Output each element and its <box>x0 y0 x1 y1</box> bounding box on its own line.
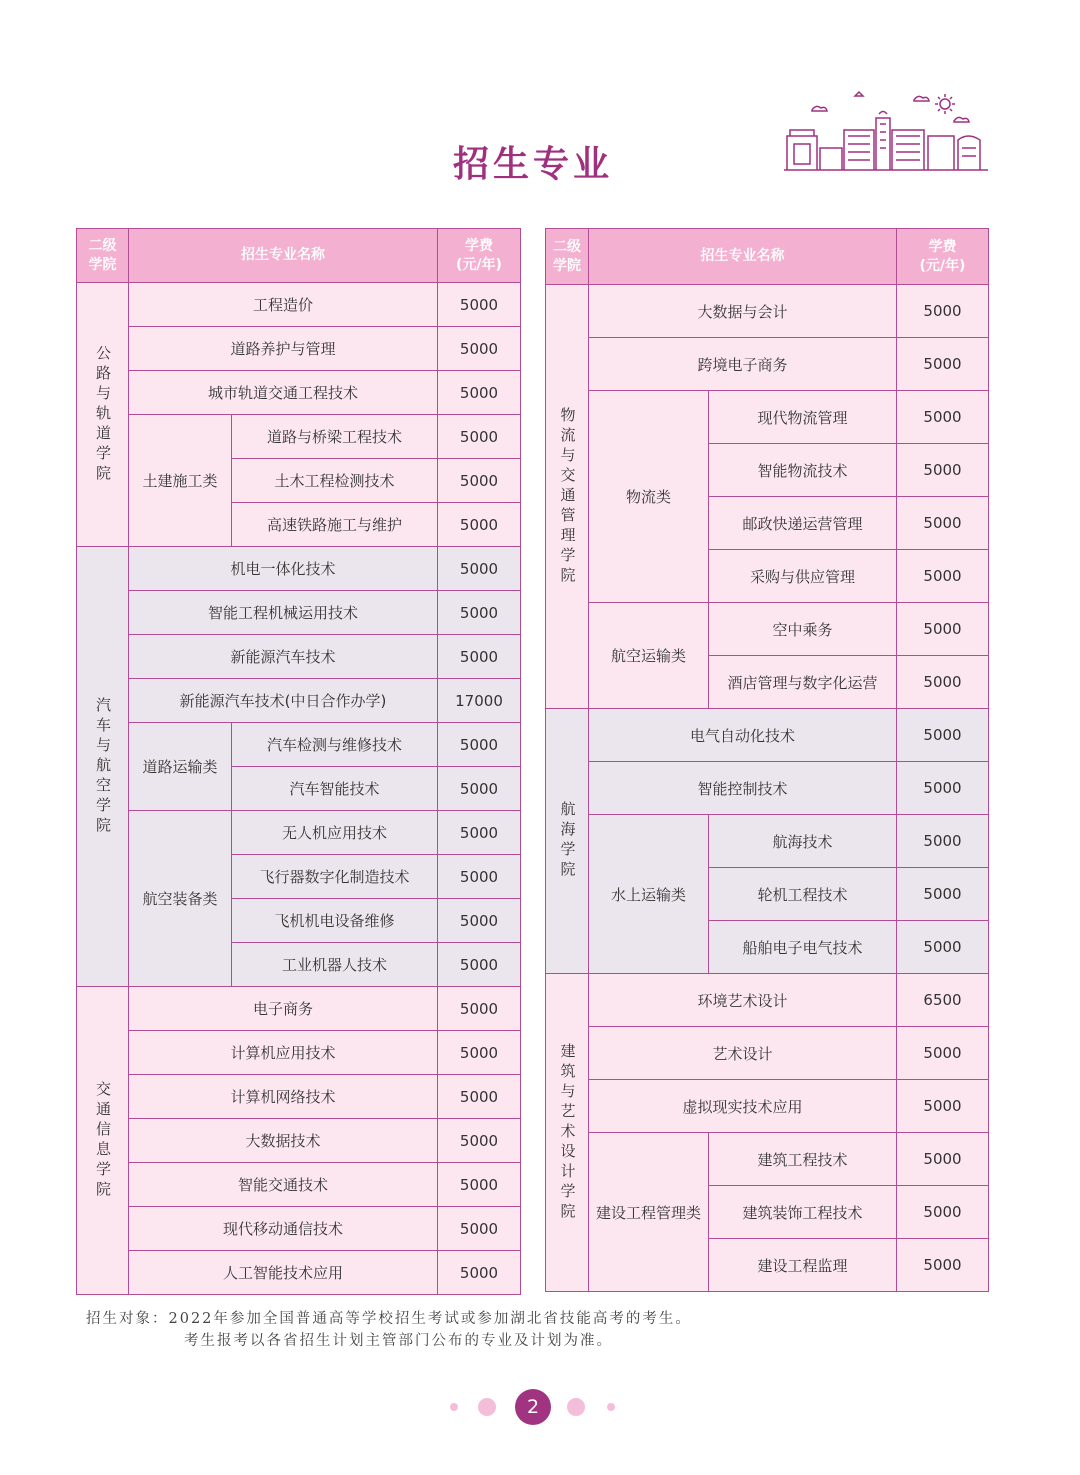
fee-value: 5000 <box>438 943 521 987</box>
fee-value: 5000 <box>438 1207 521 1251</box>
fee-value: 5000 <box>897 550 989 603</box>
category-name: 建设工程管理类 <box>589 1133 709 1292</box>
major-name: 跨境电子商务 <box>589 338 897 391</box>
category-name: 航空运输类 <box>589 603 709 709</box>
fee-value: 5000 <box>897 497 989 550</box>
major-name: 船舶电子电气技术 <box>709 921 897 974</box>
fee-value: 5000 <box>897 338 989 391</box>
fee-value: 5000 <box>438 987 521 1031</box>
pager-dot <box>478 1398 496 1416</box>
fee-value: 5000 <box>897 1027 989 1080</box>
fee-value: 6500 <box>897 974 989 1027</box>
header-fee: 学费 (元/年) <box>438 229 521 283</box>
fee-value: 5000 <box>897 762 989 815</box>
admission-note <box>86 1308 692 1352</box>
major-name: 工程造价 <box>129 283 438 327</box>
major-name: 无人机应用技术 <box>232 811 438 855</box>
pager-dot <box>567 1398 585 1416</box>
college-name: 公路与轨道学院 <box>77 283 129 547</box>
major-name: 建筑工程技术 <box>709 1133 897 1186</box>
major-name: 道路与桥梁工程技术 <box>232 415 438 459</box>
major-name: 新能源汽车技术(中日合作办学) <box>129 679 438 723</box>
fee-value: 5000 <box>438 283 521 327</box>
major-name: 大数据与会计 <box>589 285 897 338</box>
left-majors-table <box>76 228 521 1295</box>
major-name: 建筑装饰工程技术 <box>709 1186 897 1239</box>
fee-value: 5000 <box>438 855 521 899</box>
header-fee: 学费 (元/年) <box>897 229 989 285</box>
fee-value: 5000 <box>438 503 521 547</box>
fee-value: 5000 <box>897 603 989 656</box>
major-name: 智能物流技术 <box>709 444 897 497</box>
fee-value: 5000 <box>438 1251 521 1295</box>
major-name: 邮政快递运营管理 <box>709 497 897 550</box>
fee-value: 5000 <box>897 1186 989 1239</box>
college-group-info <box>77 987 521 1295</box>
page-number-badge: 2 <box>515 1389 551 1425</box>
fee-value: 5000 <box>897 815 989 868</box>
header-college: 二级 学院 <box>77 229 129 283</box>
college-name: 交通信息学院 <box>77 987 129 1295</box>
fee-value: 5000 <box>897 285 989 338</box>
major-name: 飞机机电设备维修 <box>232 899 438 943</box>
fee-value: 5000 <box>897 656 989 709</box>
fee-value: 5000 <box>438 1075 521 1119</box>
fee-value: 5000 <box>897 868 989 921</box>
major-name: 新能源汽车技术 <box>129 635 438 679</box>
major-name: 轮机工程技术 <box>709 868 897 921</box>
fee-value: 5000 <box>897 1080 989 1133</box>
fee-value: 5000 <box>438 1031 521 1075</box>
page-title: 招生专业 <box>452 144 613 185</box>
category-name: 土建施工类 <box>129 415 232 547</box>
fee-value: 5000 <box>438 767 521 811</box>
major-name: 土木工程检测技术 <box>232 459 438 503</box>
right-majors-table <box>545 228 989 1292</box>
major-name: 虚拟现实技术应用 <box>589 1080 897 1133</box>
major-name: 空中乘务 <box>709 603 897 656</box>
major-name: 智能控制技术 <box>589 762 897 815</box>
major-name: 飞行器数字化制造技术 <box>232 855 438 899</box>
major-name: 艺术设计 <box>589 1027 897 1080</box>
major-name: 城市轨道交通工程技术 <box>129 371 438 415</box>
major-name: 建设工程监理 <box>709 1239 897 1292</box>
major-name: 现代移动通信技术 <box>129 1207 438 1251</box>
major-name: 电子商务 <box>129 987 438 1031</box>
college-group-logistics <box>546 285 989 709</box>
header-major: 招生专业名称 <box>129 229 438 283</box>
header-college: 二级 学院 <box>546 229 589 285</box>
college-name: 物流与交通管理学院 <box>546 285 589 709</box>
fee-value: 5000 <box>438 1119 521 1163</box>
college-group-navigation <box>546 709 989 974</box>
fee-value: 5000 <box>897 1133 989 1186</box>
major-name: 人工智能技术应用 <box>129 1251 438 1295</box>
fee-value: 5000 <box>438 547 521 591</box>
category-name: 航空装备类 <box>129 811 232 987</box>
category-name: 道路运输类 <box>129 723 232 811</box>
major-name: 高速铁路施工与维护 <box>232 503 438 547</box>
major-name: 智能工程机械运用技术 <box>129 591 438 635</box>
campus-skyline-illustration <box>782 88 990 174</box>
note-line-2: 考生报考以各省招生计划主管部门公布的专业及计划为准。 <box>184 1333 613 1349</box>
major-name: 电气自动化技术 <box>589 709 897 762</box>
fee-value: 5000 <box>438 899 521 943</box>
fee-value: 5000 <box>897 1239 989 1292</box>
college-name: 建筑与艺术设计学院 <box>546 974 589 1292</box>
college-group-road-rail <box>77 283 521 547</box>
fee-value: 5000 <box>438 591 521 635</box>
pager-dot <box>450 1403 458 1411</box>
major-name: 汽车检测与维修技术 <box>232 723 438 767</box>
major-name: 大数据技术 <box>129 1119 438 1163</box>
fee-value: 5000 <box>438 635 521 679</box>
fee-value: 5000 <box>897 391 989 444</box>
note-line-1: 招生对象：2022年参加全国普通高等学校招生考试或参加湖北省技能高考的考生。 <box>86 1311 692 1327</box>
college-name: 航海学院 <box>546 709 589 974</box>
major-name: 环境艺术设计 <box>589 974 897 1027</box>
major-name: 计算机应用技术 <box>129 1031 438 1075</box>
major-name: 采购与供应管理 <box>709 550 897 603</box>
pager-dot <box>607 1403 615 1411</box>
category-name: 水上运输类 <box>589 815 709 974</box>
fee-value: 5000 <box>897 444 989 497</box>
major-name: 现代物流管理 <box>709 391 897 444</box>
category-name: 物流类 <box>589 391 709 603</box>
fee-value: 5000 <box>438 459 521 503</box>
fee-value: 5000 <box>897 921 989 974</box>
major-name: 酒店管理与数字化运营 <box>709 656 897 709</box>
college-name: 汽车与航空学院 <box>77 547 129 987</box>
major-name: 计算机网络技术 <box>129 1075 438 1119</box>
major-name: 工业机器人技术 <box>232 943 438 987</box>
fee-value: 5000 <box>438 415 521 459</box>
fee-value: 5000 <box>438 371 521 415</box>
fee-value: 5000 <box>438 811 521 855</box>
header-major: 招生专业名称 <box>589 229 897 285</box>
fee-value: 5000 <box>438 723 521 767</box>
major-name: 航海技术 <box>709 815 897 868</box>
major-name: 智能交通技术 <box>129 1163 438 1207</box>
major-name: 机电一体化技术 <box>129 547 438 591</box>
fee-value: 5000 <box>897 709 989 762</box>
fee-value: 17000 <box>438 679 521 723</box>
fee-value: 5000 <box>438 1163 521 1207</box>
major-name: 汽车智能技术 <box>232 767 438 811</box>
college-group-architecture-art <box>546 974 989 1292</box>
college-group-auto-aviation <box>77 547 521 987</box>
major-name: 道路养护与管理 <box>129 327 438 371</box>
fee-value: 5000 <box>438 327 521 371</box>
page-indicator <box>448 1389 618 1425</box>
